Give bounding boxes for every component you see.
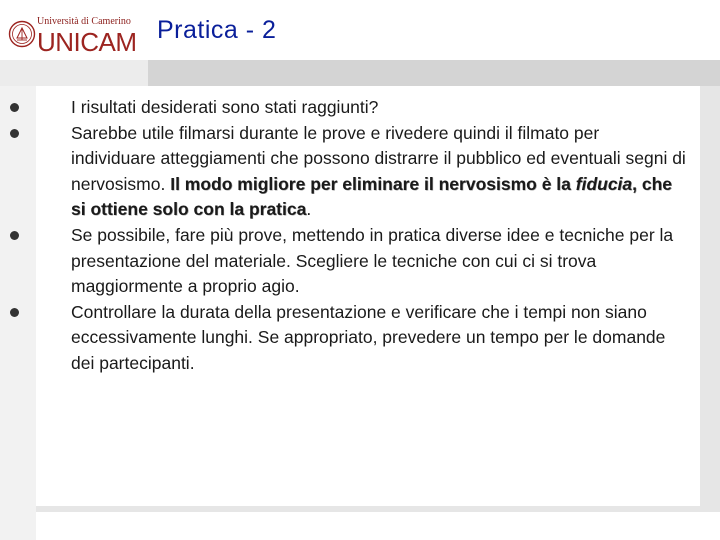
highlighted-keyword: fiducia bbox=[575, 173, 633, 194]
header-band bbox=[148, 60, 720, 86]
bullet-text: Sarebbe utile filmarsi durante le prove e rivedere quindi il filmato per individuare atteggiamenti che possono distrarre il pubblico ed eventuali segni di nervosismo. bbox=[71, 122, 686, 194]
bullet-text: Controllare la durata della presentazione e verificare che i tempi non siano eccessivamente lunghi. Se appropriato, prevedere un tempo per le domande dei partecipanti. bbox=[71, 301, 666, 373]
unicam-logo bbox=[8, 14, 136, 60]
bullet-item bbox=[8, 121, 688, 223]
bullet-item bbox=[8, 300, 688, 377]
slide-title: Pratica - 2 bbox=[157, 16, 277, 44]
bullet-item bbox=[8, 95, 688, 121]
bullet-text: Se possibile, fare più prove, mettendo in pratica diverse idee e tecniche per la presentazione del materiale. Scegliere le tecniche con cui ci si trova maggiormente a proprio agio. bbox=[71, 224, 674, 297]
bullet-dot-icon bbox=[10, 103, 19, 112]
bullet-text: I risultati desiderati sono stati raggiunti? bbox=[71, 97, 379, 117]
bullet-item bbox=[8, 223, 688, 300]
right-band bbox=[700, 86, 720, 506]
university-seal-icon bbox=[8, 20, 36, 48]
bullet-text-end: . bbox=[306, 199, 312, 220]
highlighted-text-part: Il modo migliore per eliminare il nervosismo è la bbox=[170, 173, 576, 194]
header-band-left bbox=[0, 60, 148, 86]
logo-university-name: Università di Camerino bbox=[37, 16, 131, 27]
bullet-dot-icon bbox=[10, 308, 19, 317]
highlighted-text-part: , che si ottiene solo con la pratica bbox=[71, 173, 673, 220]
bottom-strip bbox=[36, 512, 720, 540]
bullet-dot-icon bbox=[10, 129, 19, 138]
bullet-dot-icon bbox=[10, 231, 19, 240]
bullet-list bbox=[8, 95, 688, 377]
logo-wordmark: UNICAM bbox=[37, 27, 137, 57]
